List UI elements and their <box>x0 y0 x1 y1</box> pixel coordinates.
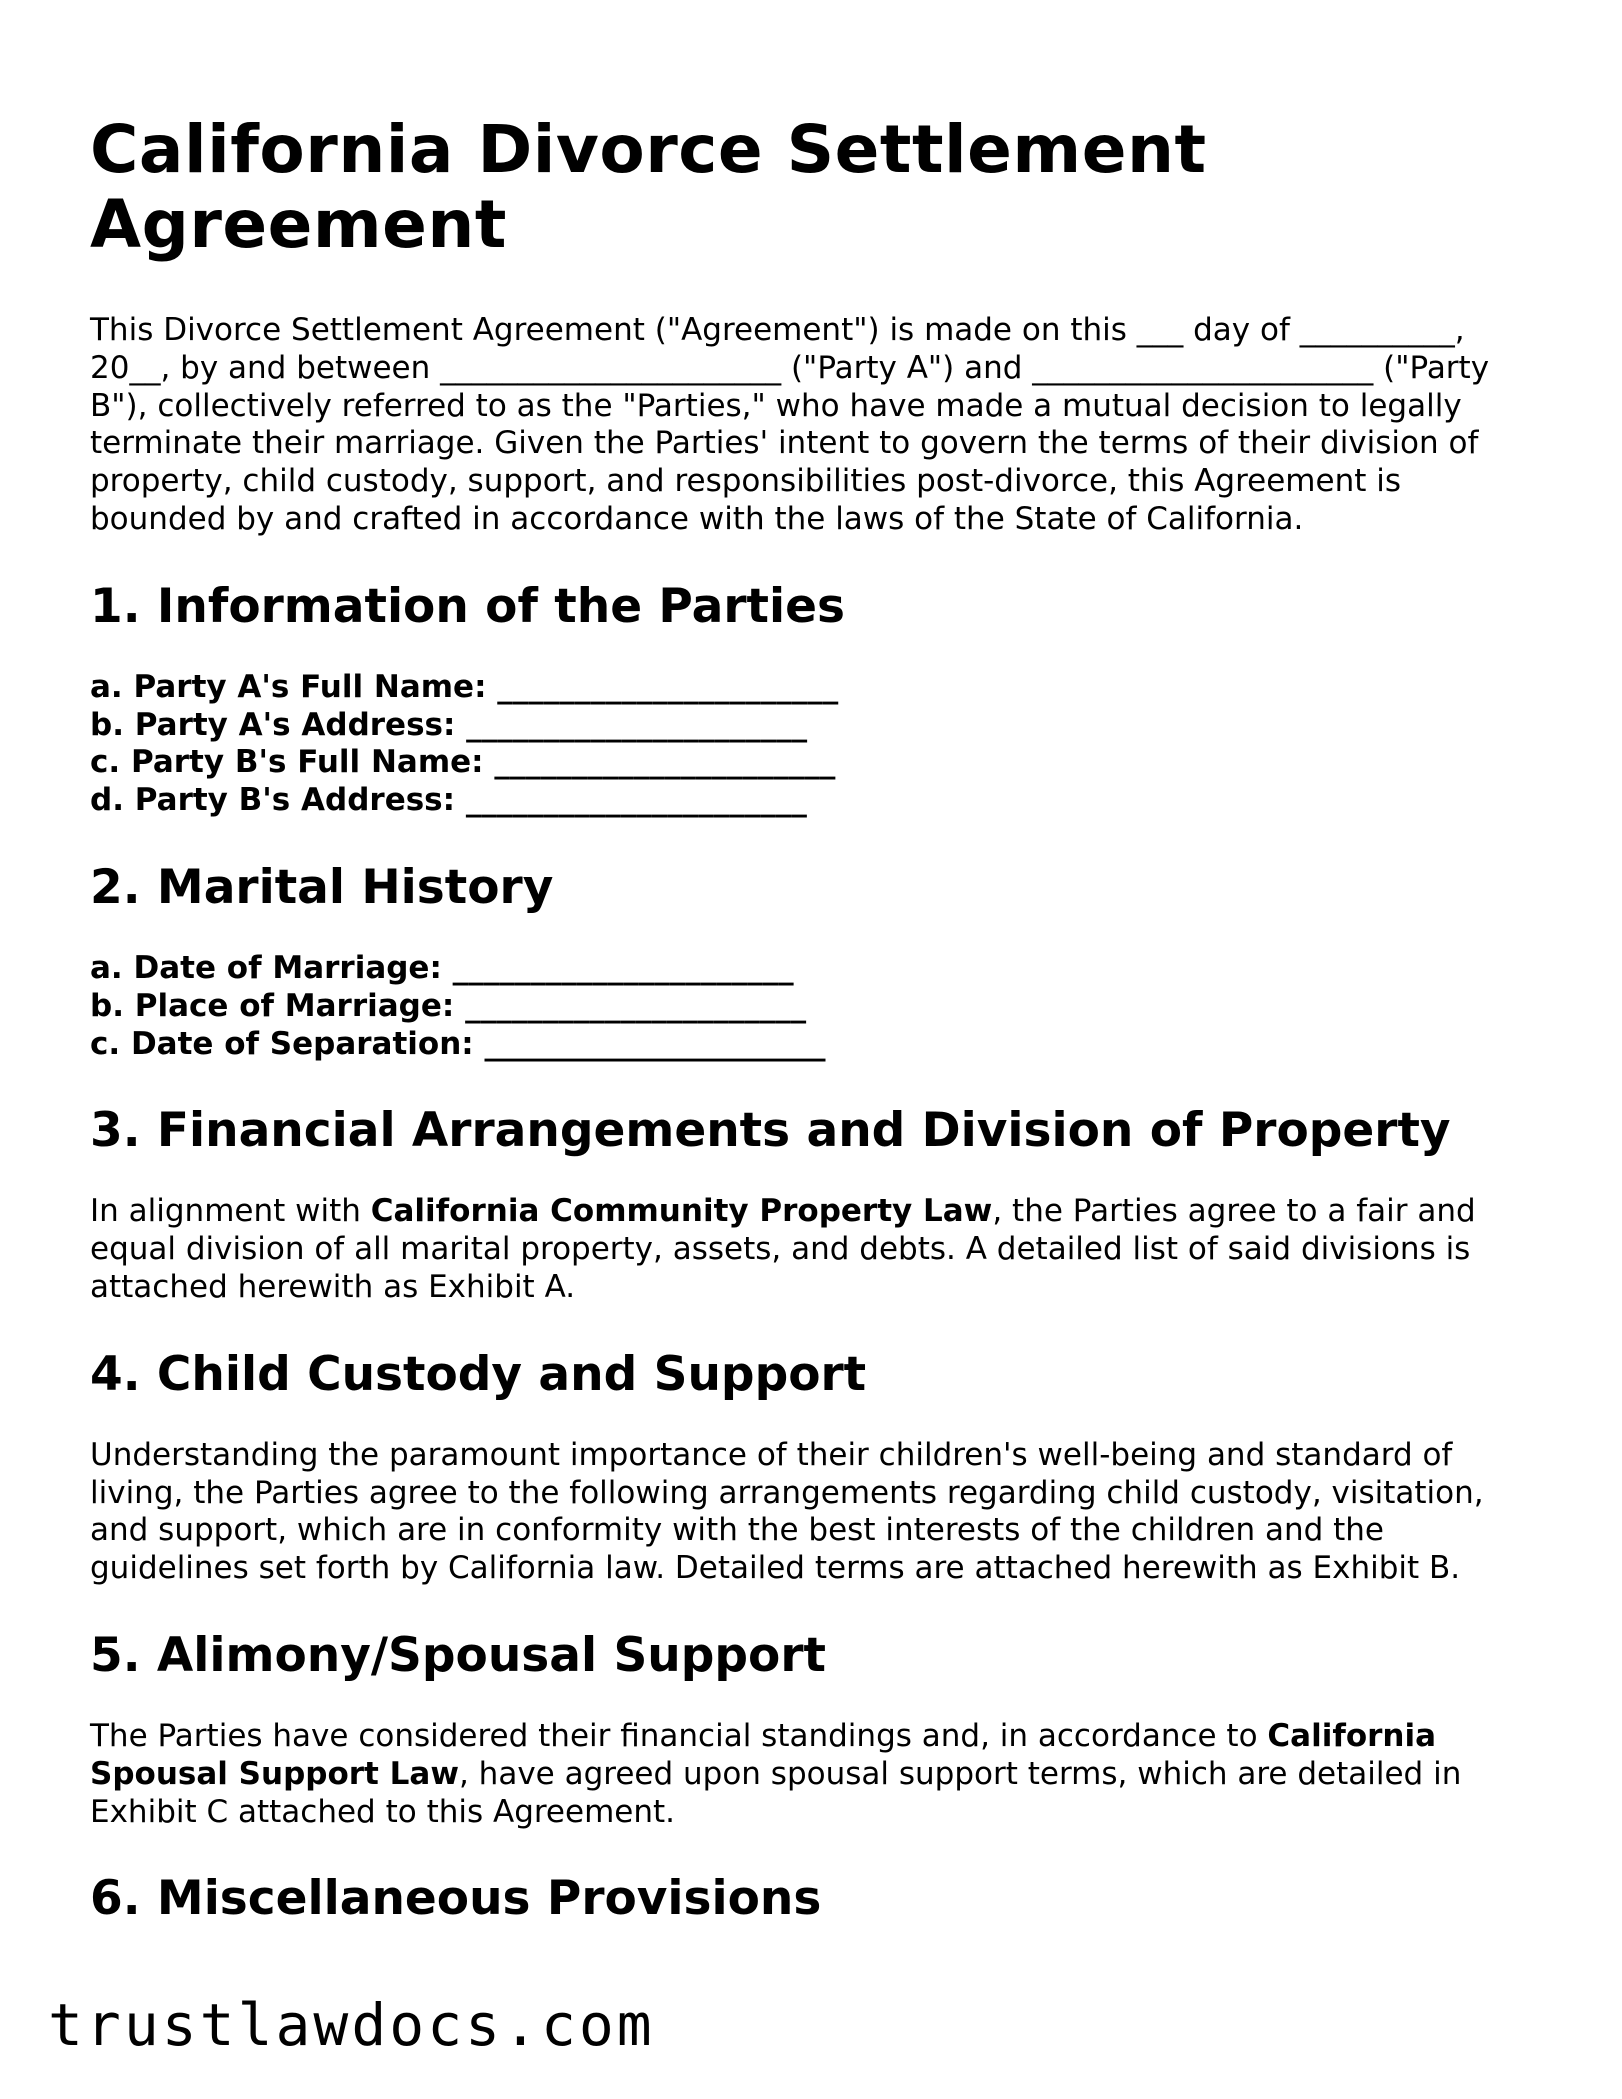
section-3-title: 3. Financial Arrangements and Division of Property <box>90 1103 1451 1159</box>
section-5-title: 5. Alimony/Spousal Support <box>90 1627 826 1683</box>
section-2-title: 2. Marital History <box>90 859 554 915</box>
party-a-name-field: a. Party A's Full Name: ______________________ <box>90 668 839 705</box>
party-a-address-field: b. Party A's Address: ______________________ <box>90 706 808 743</box>
section-3-body <box>90 1193 1540 1306</box>
spousal-support-law: California Spousal Support Law <box>90 1717 1437 1792</box>
date-of-separation-field: c. Date of Separation: ______________________ <box>90 1025 826 1062</box>
section-1-fields <box>90 669 1540 820</box>
intro-paragraph: This Divorce Settlement Agreement ("Agreement") is made on this ___ day of __________, 20__, by and between ______________________ ("Party A") and ______________________ ("Party B"), collectively referred to as the "Parties," who have made a mutual decision to legally terminate their marriage. Given the Parties' intent to govern the terms of their division of property, child custody, support, and responsibilities post-divorce, this Agreement is bounded by and crafted in accordance with the laws of the State of California. <box>90 312 1490 537</box>
section-1-title: 1. Information of the Parties <box>90 578 845 634</box>
section-2-fields <box>90 950 1540 1063</box>
section-3-body-post: , the Parties agree to a fair and equal division of all marital property, assets, and debts. A detailed list of said divisions is attached herewith as Exhibit A. <box>90 1193 1476 1305</box>
document-page <box>90 112 1540 1927</box>
section-5-body-pre: The Parties have considered their financial standings and, in accordance to <box>90 1717 1268 1754</box>
section-5-body <box>90 1718 1540 1831</box>
section-4-title: 4. Child Custody and Support <box>90 1346 867 1402</box>
place-of-marriage-field: b. Place of Marriage: ______________________ <box>90 987 807 1024</box>
document-title: California Divorce Settlement Agreement <box>90 111 1207 263</box>
watermark: trustlawdocs.com <box>48 1991 655 2059</box>
section-3-body-pre: In alignment with <box>90 1193 371 1230</box>
date-of-marriage-field: a. Date of Marriage: ______________________ <box>90 949 794 986</box>
community-property-law: California Community Property Law <box>370 1193 993 1230</box>
section-6-title: 6. Miscellaneous Provisions <box>90 1871 822 1927</box>
section-4-body: Understanding the paramount importance of their children's well-being and standard of living, the Parties agree to the following arrangements regarding child custody, visitation, and support, which are in conformity with the best interests of the children and the guidelines set forth by California law. Detailed terms are attached herewith as Exhibit B. <box>90 1436 1484 1587</box>
party-b-name-field: c. Party B's Full Name: ______________________ <box>90 744 836 781</box>
party-b-address-field: d. Party B's Address: ______________________ <box>90 782 807 819</box>
section-5-body-post: , have agreed upon spousal support terms, which are detailed in Exhibit C attached to this Agreement. <box>90 1755 1462 1830</box>
